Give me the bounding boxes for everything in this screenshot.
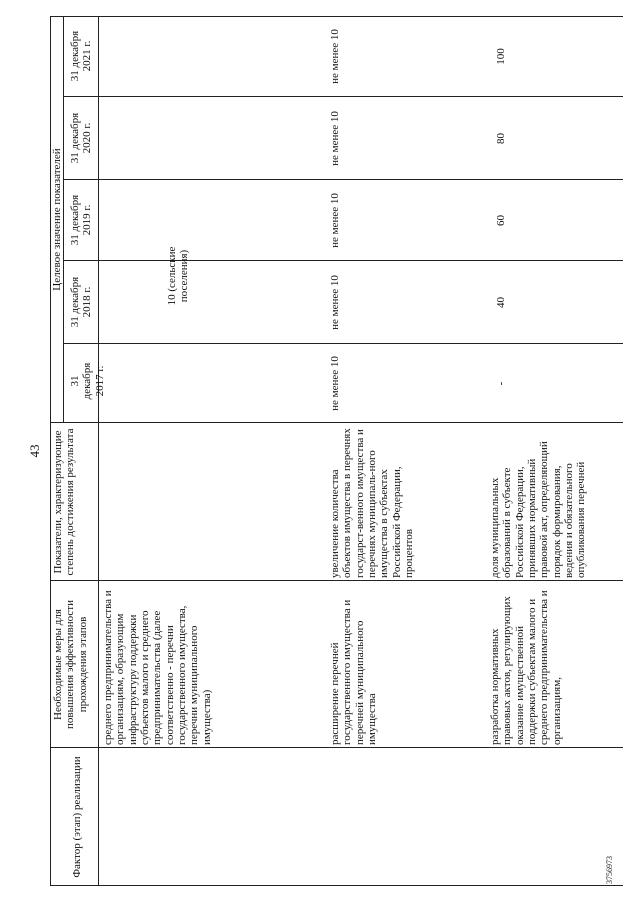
header-bottom-border: [98, 16, 99, 886]
row3-value-2020: 80: [495, 133, 507, 144]
table-left-border: [50, 885, 623, 886]
row1-measure: среднего предпринимательства и организациям, образующим инфраструктуру поддержки субъектов малого и среднего предпринимательства (далее соответственно - перечни государственного имущества, перечни муниципального имущества): [102, 590, 213, 745]
col-divider-3: [50, 422, 623, 423]
row3-value-2018: 40: [495, 297, 507, 308]
row2-value-2020: не менее 10: [329, 111, 341, 166]
col-divider-5: [63, 260, 623, 261]
row2-value-2021: не менее 10: [329, 29, 341, 84]
page-number: 43: [27, 444, 42, 458]
col-divider-1: [50, 747, 623, 748]
row2-indicator: увеличение количества объектов имущества в перечнях государст-венного имущества и перечнях муниципаль-ного имущества в субъектах Российской Федерации, процентов: [329, 428, 415, 578]
col-divider-6: [63, 179, 623, 180]
table-right-border: [50, 16, 623, 17]
rotated-table-page: [23, 16, 623, 886]
row2-measure: расширение перечней государственного имущества и перечней муниципального имущества: [329, 599, 378, 745]
row2-value-2019: не менее 10: [329, 193, 341, 248]
header-year-2021: 31 декабря 2021 г.: [69, 30, 94, 82]
header-measures: Необходимые меры для повышения эффективности прохождения этапов: [52, 600, 89, 729]
row3-measure: разработка нормативных правовых актов, регулирующих оказание имущественной поддержки субъектам малого и среднего предпринимательства и организациям,: [489, 590, 563, 745]
col-divider-2: [50, 580, 623, 581]
row1-value-2018: 10 (сельские поселения): [166, 246, 191, 306]
header-year-2018: 31 декабря 2018 г.: [69, 276, 94, 328]
row2-value-2018: не менее 10: [329, 275, 341, 330]
row3-value-2019: 60: [495, 215, 507, 226]
col-divider-4: [63, 343, 623, 344]
row3-value-2021: 100: [495, 48, 507, 65]
col-divider-7: [63, 96, 623, 97]
header-year-2020: 31 декабря 2020 г.: [69, 112, 94, 164]
header-factor: Фактор (этап) реализации: [71, 756, 83, 878]
document-number: 3756973: [605, 856, 614, 884]
row3-indicator: доля муниципальных образований в субъекте Российской Федерации, принявших нормативный правовой акт, определяющий порядок формирования, ведения и обязательного опубликования перечней: [489, 441, 588, 578]
header-year-2019: 31 декабря 2019 г.: [69, 194, 94, 246]
row2-value-2017: не менее 10: [329, 356, 341, 411]
header-indicators: Показатели, характеризующие степень достижения результата: [52, 428, 77, 576]
header-target-values: Целевое значение показателей: [51, 148, 63, 291]
header-year-2017: 31 декабря 2017 г.: [69, 362, 106, 400]
row3-value-2017: -: [495, 381, 507, 386]
